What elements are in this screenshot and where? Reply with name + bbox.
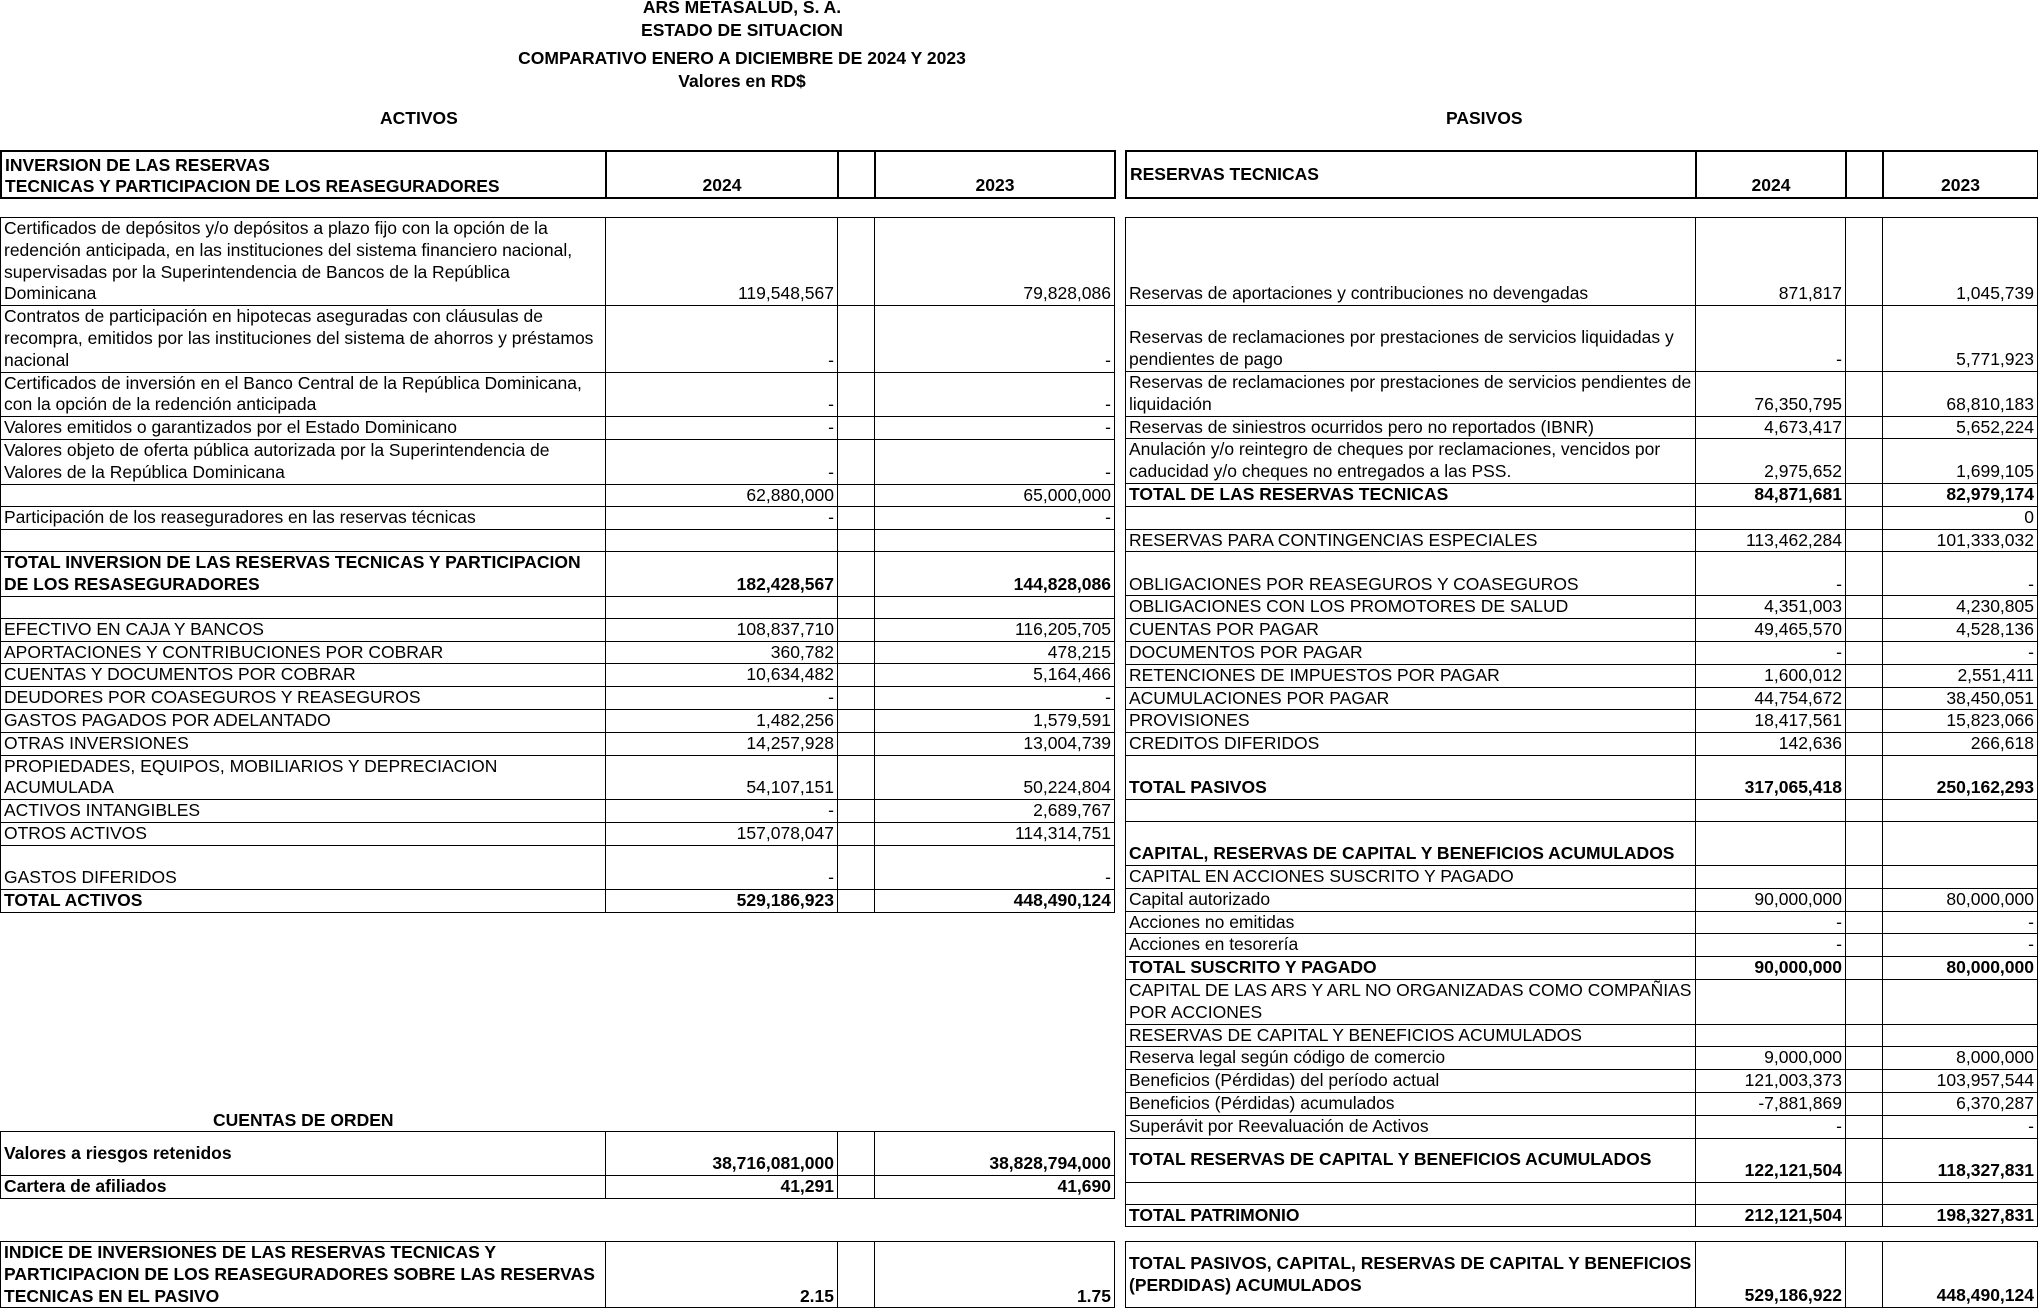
activos-header-year-2023: 2023 — [875, 151, 1115, 198]
table-row — [1126, 865, 2038, 888]
value-2024: 212,121,504 — [1696, 1204, 1846, 1227]
table-row — [1126, 529, 2038, 552]
value-2024: - — [606, 845, 838, 889]
table-row — [1, 507, 1115, 530]
value-2024: 121,003,373 — [1696, 1070, 1846, 1093]
value-2024 — [1696, 1024, 1846, 1047]
value-2024: - — [1696, 911, 1846, 934]
value-2024: 10,634,482 — [606, 664, 838, 687]
row-label: Reservas de siniestros ocurridos pero no reportados (IBNR) — [1126, 416, 1696, 439]
value-2024: 41,291 — [606, 1176, 838, 1199]
table-row — [1, 641, 1115, 664]
table-row — [1, 709, 1115, 732]
row-label: CAPITAL DE LAS ARS Y ARL NO ORGANIZADAS COMO COMPAÑIAS POR ACCIONES — [1126, 979, 1696, 1024]
value-2023: 2,689,767 — [875, 800, 1115, 823]
value-2024: 529,186,922 — [1696, 1242, 1846, 1308]
table-row — [1126, 821, 2038, 865]
value-2023: 50,224,804 — [875, 755, 1115, 800]
table-row — [1126, 664, 2038, 687]
value-2024: - — [606, 372, 838, 417]
value-2024: - — [1696, 306, 1846, 372]
value-2024 — [1696, 979, 1846, 1024]
row-label: Certificados de depósitos y/o depósitos a plazo fijo con la opción de la redención anticipada, en las instituciones del sistema financiero nacional, supervisadas por la Superintendencia de Bancos de la República Dominicana — [1, 218, 606, 306]
row-label: OBLIGACIONES CON LOS PROMOTORES DE SALUD — [1126, 596, 1696, 619]
row-label: CUENTAS Y DOCUMENTOS POR COBRAR — [1, 664, 606, 687]
value-2024 — [1696, 821, 1846, 865]
pasivos-grand-total-table — [1125, 1241, 2038, 1308]
value-2023 — [875, 530, 1115, 552]
value-2023: 68,810,183 — [1883, 372, 2038, 417]
value-2023: - — [1883, 1115, 2038, 1138]
value-2024: 108,837,710 — [606, 618, 838, 641]
pasivos-header-table — [1125, 150, 2038, 199]
value-2023: 478,215 — [875, 641, 1115, 664]
value-2023: 65,000,000 — [875, 484, 1115, 507]
value-2023: 80,000,000 — [1883, 957, 2038, 980]
row-label: CUENTAS POR PAGAR — [1126, 619, 1696, 642]
value-2023 — [1883, 865, 2038, 888]
row-label: TOTAL PASIVOS, CAPITAL, RESERVAS DE CAPITAL Y BENEFICIOS (PERDIDAS) ACUMULADOS — [1126, 1242, 1696, 1308]
value-2024: - — [606, 306, 838, 372]
table-row — [1126, 1242, 2038, 1308]
value-2023: - — [875, 306, 1115, 372]
row-label: TOTAL SUSCRITO Y PAGADO — [1126, 957, 1696, 980]
value-2023: 144,828,086 — [875, 552, 1115, 597]
value-2023: - — [875, 845, 1115, 889]
activos-header-year-2024: 2024 — [606, 151, 838, 198]
value-2023: 38,828,794,000 — [875, 1132, 1115, 1176]
report-title: ESTADO DE SITUACION — [641, 20, 843, 40]
value-2023: 114,314,751 — [875, 822, 1115, 845]
row-label: OBLIGACIONES POR REASEGUROS Y COASEGUROS — [1126, 552, 1696, 596]
row-label: Acciones en tesorería — [1126, 934, 1696, 957]
row-label: TOTAL INVERSION DE LAS RESERVAS TECNICAS Y PARTICIPACION DE LOS RESASEGURADORES — [1, 552, 606, 597]
value-2023: - — [1883, 934, 2038, 957]
table-row — [1126, 1070, 2038, 1093]
value-2023 — [1883, 1024, 2038, 1047]
table-row — [1, 664, 1115, 687]
table-row — [1, 800, 1115, 823]
value-2024: 90,000,000 — [1696, 888, 1846, 911]
pasivos-section-title: PASIVOS — [1446, 108, 1523, 128]
pasivos-table — [1125, 217, 2038, 1227]
pasivos-header-year-2024: 2024 — [1696, 151, 1846, 198]
value-2024: 142,636 — [1696, 733, 1846, 756]
table-row — [1, 596, 1115, 618]
table-row — [1, 732, 1115, 755]
pasivos-header-label: RESERVAS TECNICAS — [1126, 151, 1696, 198]
table-row — [1126, 1204, 2038, 1227]
table-row — [1126, 979, 2038, 1024]
table-row — [1126, 687, 2038, 710]
row-label: DEUDORES POR COASEGUROS Y REASEGUROS — [1, 687, 606, 710]
table-row — [1126, 934, 2038, 957]
table-row — [1, 218, 1115, 306]
table-row — [1126, 1115, 2038, 1138]
value-2023: 38,450,051 — [1883, 687, 2038, 710]
row-label — [1126, 1182, 1696, 1204]
row-label: Participación de los reaseguradores en las reservas técnicas — [1, 507, 606, 530]
table-row — [1, 1176, 1115, 1199]
value-2023: - — [1883, 552, 2038, 596]
table-row — [1, 845, 1115, 889]
value-2023: 0 — [1883, 506, 2038, 529]
table-row — [1, 755, 1115, 800]
value-2023: 250,162,293 — [1883, 755, 2038, 799]
row-label: Reserva legal según código de comercio — [1126, 1047, 1696, 1070]
value-2023 — [1883, 799, 2038, 821]
value-2023: 116,205,705 — [875, 618, 1115, 641]
value-2023: 15,823,066 — [1883, 710, 2038, 733]
row-label: Acciones no emitidas — [1126, 911, 1696, 934]
value-2024: 113,462,284 — [1696, 529, 1846, 552]
value-2023: - — [1883, 641, 2038, 664]
row-label: PROPIEDADES, EQUIPOS, MOBILIARIOS Y DEPRECIACION ACUMULADA — [1, 755, 606, 800]
pasivos-header-spacer — [1846, 151, 1883, 198]
value-2024: 4,351,003 — [1696, 596, 1846, 619]
row-label — [1, 530, 606, 552]
value-2024: - — [1696, 1115, 1846, 1138]
value-2024: 529,186,923 — [606, 889, 838, 912]
value-2023: - — [875, 439, 1115, 484]
value-2023: 448,490,124 — [1883, 1242, 2038, 1308]
value-2024: 122,121,504 — [1696, 1138, 1846, 1182]
value-2024: 157,078,047 — [606, 822, 838, 845]
table-row — [1126, 483, 2038, 506]
table-row — [1126, 596, 2038, 619]
indice-table — [0, 1241, 1115, 1308]
table-row — [1126, 416, 2038, 439]
table-row — [1126, 439, 2038, 484]
row-label: EFECTIVO EN CAJA Y BANCOS — [1, 618, 606, 641]
table-row — [1126, 710, 2038, 733]
value-2023: 2,551,411 — [1883, 664, 2038, 687]
row-label: ACTIVOS INTANGIBLES — [1, 800, 606, 823]
row-label: Anulación y/o reintegro de cheques por reclamaciones, vencidos por caducidad y/o cheques no entregados a las PSS. — [1126, 439, 1696, 484]
row-label: PROVISIONES — [1126, 710, 1696, 733]
value-2024: 90,000,000 — [1696, 957, 1846, 980]
table-row — [1126, 1138, 2038, 1182]
table-row — [1126, 306, 2038, 372]
activos-header-label: INVERSION DE LAS RESERVAS TECNICAS Y PARTICIPACION DE LOS REASEGURADORES — [1, 151, 606, 198]
row-label: Contratos de participación en hipotecas aseguradas con cláusulas de recompra, emitidos por las instituciones del sistema de ahorros y préstamos nacional — [1, 306, 606, 372]
row-label — [1, 484, 606, 507]
value-2023 — [1883, 979, 2038, 1024]
row-label — [1, 596, 606, 618]
row-label: Reservas de aportaciones y contribuciones no devengadas — [1126, 218, 1696, 306]
row-label: Superávit por Reevaluación de Activos — [1126, 1115, 1696, 1138]
value-2023 — [875, 596, 1115, 618]
table-row — [1, 618, 1115, 641]
row-label: GASTOS PAGADOS POR ADELANTADO — [1, 709, 606, 732]
table-row — [1, 889, 1115, 912]
table-row — [1, 439, 1115, 484]
value-2024: 1,482,256 — [606, 709, 838, 732]
report-currency: Valores en RD$ — [678, 71, 806, 91]
value-2024: 871,817 — [1696, 218, 1846, 306]
table-row — [1126, 911, 2038, 934]
value-2024: -7,881,869 — [1696, 1092, 1846, 1115]
value-2023: 101,333,032 — [1883, 529, 2038, 552]
row-label: Certificados de inversión en el Banco Central de la República Dominicana, con la opción de la redención anticipada — [1, 372, 606, 417]
value-2024: 14,257,928 — [606, 732, 838, 755]
table-row — [1126, 755, 2038, 799]
row-label: Beneficios (Pérdidas) acumulados — [1126, 1092, 1696, 1115]
cuentas-orden-table — [0, 1131, 1115, 1199]
value-2023: - — [1883, 911, 2038, 934]
activos-header-spacer — [838, 151, 875, 198]
table-row — [1126, 218, 2038, 306]
value-2024: 182,428,567 — [606, 552, 838, 597]
value-2024: 4,673,417 — [1696, 416, 1846, 439]
value-2024: 18,417,561 — [1696, 710, 1846, 733]
row-label: TOTAL DE LAS RESERVAS TECNICAS — [1126, 483, 1696, 506]
value-2023: 79,828,086 — [875, 218, 1115, 306]
indice-2023: 1.75 — [875, 1242, 1115, 1308]
row-label: Reservas de reclamaciones por prestaciones de servicios pendientes de liquidación — [1126, 372, 1696, 417]
value-2024: - — [606, 687, 838, 710]
value-2023: 1,579,591 — [875, 709, 1115, 732]
value-2023: - — [875, 687, 1115, 710]
table-row — [1126, 552, 2038, 596]
value-2023 — [1883, 1182, 2038, 1204]
table-row — [1, 687, 1115, 710]
value-2023: 82,979,174 — [1883, 483, 2038, 506]
row-label — [1126, 799, 1696, 821]
row-label: TOTAL ACTIVOS — [1, 889, 606, 912]
value-2023: 448,490,124 — [875, 889, 1115, 912]
row-label: OTROS ACTIVOS — [1, 822, 606, 845]
value-2024: 62,880,000 — [606, 484, 838, 507]
value-2024: 49,465,570 — [1696, 619, 1846, 642]
value-2024: 9,000,000 — [1696, 1047, 1846, 1070]
value-2023: - — [875, 507, 1115, 530]
row-label: TOTAL PASIVOS — [1126, 755, 1696, 799]
value-2024: 54,107,151 — [606, 755, 838, 800]
table-row — [1, 306, 1115, 372]
row-label: GASTOS DIFERIDOS — [1, 845, 606, 889]
table-row — [1, 822, 1115, 845]
value-2024: 84,871,681 — [1696, 483, 1846, 506]
value-2024: 317,065,418 — [1696, 755, 1846, 799]
value-2023: 5,652,224 — [1883, 416, 2038, 439]
value-2024: 38,716,081,000 — [606, 1132, 838, 1176]
company-name: ARS METASALUD, S. A. — [642, 0, 842, 17]
table-row — [1126, 957, 2038, 980]
value-2024 — [1696, 865, 1846, 888]
value-2023: 41,690 — [875, 1176, 1115, 1199]
table-row — [1126, 506, 2038, 529]
table-row — [1126, 641, 2038, 664]
row-label: CAPITAL, RESERVAS DE CAPITAL Y BENEFICIOS ACUMULADOS — [1126, 821, 1696, 865]
activos-section-title: ACTIVOS — [380, 108, 458, 128]
value-2023: 4,230,805 — [1883, 596, 2038, 619]
value-2024: - — [606, 800, 838, 823]
row-label: Valores objeto de oferta pública autorizada por la Superintendencia de Valores de la República Dominicana — [1, 439, 606, 484]
table-row — [1, 372, 1115, 417]
table-row — [1126, 1024, 2038, 1047]
value-2023 — [1883, 821, 2038, 865]
value-2024: - — [1696, 552, 1846, 596]
report-period: COMPARATIVO ENERO A DICIEMBRE DE 2024 Y 2023 — [518, 48, 966, 68]
cuentas-orden-title: CUENTAS DE ORDEN — [213, 1110, 394, 1130]
table-row — [1126, 1047, 2038, 1070]
row-label — [1126, 506, 1696, 529]
value-2024: 2,975,652 — [1696, 439, 1846, 484]
value-2024: - — [606, 417, 838, 440]
table-row — [1126, 1182, 2038, 1204]
value-2023: 5,771,923 — [1883, 306, 2038, 372]
value-2023: 6,370,287 — [1883, 1092, 2038, 1115]
value-2023: 80,000,000 — [1883, 888, 2038, 911]
value-2024: 76,350,795 — [1696, 372, 1846, 417]
table-row — [1, 530, 1115, 552]
value-2023: 118,327,831 — [1883, 1138, 2038, 1182]
value-2023: 266,618 — [1883, 733, 2038, 756]
value-2024: 360,782 — [606, 641, 838, 664]
value-2024 — [1696, 506, 1846, 529]
value-2023: 1,045,739 — [1883, 218, 2038, 306]
value-2023: 198,327,831 — [1883, 1204, 2038, 1227]
table-row — [1126, 619, 2038, 642]
value-2023: 103,957,544 — [1883, 1070, 2038, 1093]
value-2023: 4,528,136 — [1883, 619, 2038, 642]
row-label: OTRAS INVERSIONES — [1, 732, 606, 755]
row-label: DOCUMENTOS POR PAGAR — [1126, 641, 1696, 664]
value-2024: 1,600,012 — [1696, 664, 1846, 687]
value-2024: - — [606, 439, 838, 484]
table-row — [1126, 1092, 2038, 1115]
activos-header-table — [0, 150, 1116, 199]
row-label: ACUMULACIONES POR PAGAR — [1126, 687, 1696, 710]
indice-2024: 2.15 — [606, 1242, 838, 1308]
value-2024: - — [606, 507, 838, 530]
activos-table — [0, 217, 1115, 913]
value-2023: 1,699,105 — [1883, 439, 2038, 484]
value-2024 — [606, 596, 838, 618]
value-2023: - — [875, 372, 1115, 417]
row-label: Valores a riesgos retenidos — [1, 1132, 606, 1176]
row-label: CAPITAL EN ACCIONES SUSCRITO Y PAGADO — [1126, 865, 1696, 888]
value-2024 — [606, 530, 838, 552]
table-row — [1, 552, 1115, 597]
value-2023: 13,004,739 — [875, 732, 1115, 755]
table-row — [1, 1132, 1115, 1176]
value-2024 — [1696, 1182, 1846, 1204]
row-label: RESERVAS PARA CONTINGENCIAS ESPECIALES — [1126, 529, 1696, 552]
row-label: TOTAL PATRIMONIO — [1126, 1204, 1696, 1227]
row-label: Valores emitidos o garantizados por el Estado Dominicano — [1, 417, 606, 440]
pasivos-header-year-2023: 2023 — [1883, 151, 2038, 198]
row-label: RESERVAS DE CAPITAL Y BENEFICIOS ACUMULADOS — [1126, 1024, 1696, 1047]
value-2023: 5,164,466 — [875, 664, 1115, 687]
value-2024 — [1696, 799, 1846, 821]
row-label: Beneficios (Pérdidas) del período actual — [1126, 1070, 1696, 1093]
row-label: Reservas de reclamaciones por prestaciones de servicios liquidadas y pendientes de pago — [1126, 306, 1696, 372]
row-label: RETENCIONES DE IMPUESTOS POR PAGAR — [1126, 664, 1696, 687]
table-row — [1, 1242, 1115, 1308]
value-2023: 8,000,000 — [1883, 1047, 2038, 1070]
table-row — [1126, 799, 2038, 821]
value-2024: - — [1696, 641, 1846, 664]
value-2024: 119,548,567 — [606, 218, 838, 306]
indice-label: INDICE DE INVERSIONES DE LAS RESERVAS TECNICAS Y PARTICIPACION DE LOS REASEGURADORES SOBRE LAS RESERVAS TECNICAS EN EL PASIVO — [1, 1242, 606, 1308]
row-label: CREDITOS DIFERIDOS — [1126, 733, 1696, 756]
value-2023: - — [875, 417, 1115, 440]
table-row — [1, 417, 1115, 440]
row-label: Cartera de afiliados — [1, 1176, 606, 1199]
table-row — [1126, 888, 2038, 911]
row-label: Capital autorizado — [1126, 888, 1696, 911]
table-row — [1126, 372, 2038, 417]
table-row — [1, 484, 1115, 507]
value-2024: 44,754,672 — [1696, 687, 1846, 710]
value-2024: - — [1696, 934, 1846, 957]
row-label: APORTACIONES Y CONTRIBUCIONES POR COBRAR — [1, 641, 606, 664]
row-label: TOTAL RESERVAS DE CAPITAL Y BENEFICIOS ACUMULADOS — [1126, 1138, 1696, 1182]
table-row — [1126, 733, 2038, 756]
